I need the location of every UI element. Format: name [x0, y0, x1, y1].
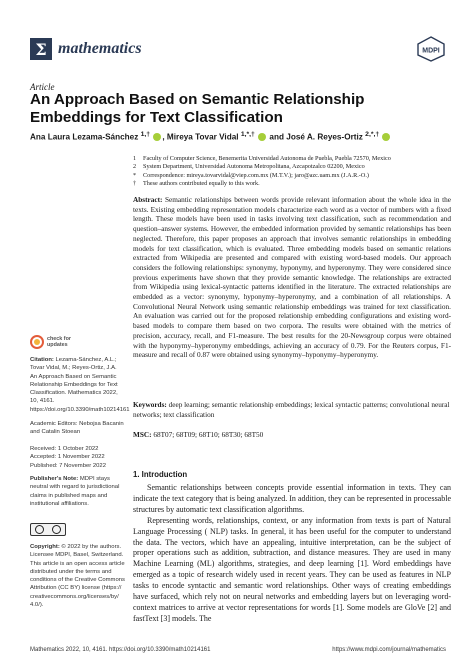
orcid-icon[interactable] [258, 133, 266, 141]
check-for-updates-button[interactable]: check for updates [30, 333, 90, 351]
copyright-block: Copyright: © 2022 by the authors. Licensee MDPI, Basel, Switzerland. This article is an open access article distributed under the terms and conditions of the Creative Commons Attribution (CC BY) license (https:// creativecommons.org/licenses/by/ 4.0/). [30, 544, 125, 609]
correspondence-item[interactable]: * Correspondence: mireya.tovarvidal@viep.com.mx (M.T.V.); jaro@azc.uam.mx (J.A.R.-O.) [133, 171, 369, 179]
author-name[interactable]: Mireya Tovar Vidal [166, 132, 239, 142]
dates-block [30, 445, 125, 470]
citation-block: Citation: Lezama-Sánchez, A.L.; Tovar Vidal, M.; Reyes-Ortiz, J.A. An Approach Based on Semantic Relationship Embeddings for Text Classification. Mathematics 2022, 10, 4161. https://doi.org/10.3390/math10214161 [30, 357, 130, 413]
author-name[interactable]: José A. Reyes-Ortiz [286, 132, 363, 142]
page-footer [30, 647, 446, 653]
author-sup: 1,*,† [240, 131, 255, 138]
academic-editors: Academic Editors: Nebojsa Bacanin and Catalin Stoean [30, 421, 124, 436]
received-date: Received: 1 October 2022 [30, 446, 99, 452]
author-name[interactable]: Ana Laura Lezama-Sánchez [30, 132, 139, 142]
affiliations [133, 155, 453, 188]
affiliation-item: † These authors contributed equally to this work. [133, 179, 260, 187]
abstract-label: Abstract: [133, 196, 163, 204]
author-list: Ana Laura Lezama-Sánchez $^{1,\dagger}$ , Mireya Tovar Vidal $^{1,*,\dagger}$ and José A. Reyes-Ortiz $^{2,*,\dagger}$ [30, 131, 391, 142]
footer-journal-url[interactable]: https://www.mdpi.com/journal/mathematics [332, 647, 446, 653]
keywords-label: Keywords: [133, 401, 167, 409]
article-title: An Approach Based on Semantic Relationship Embeddings for Text Classification [30, 91, 365, 126]
author-and: and [269, 132, 284, 142]
publisher-note: Publisher's Note: MDPI stays neutral with regard to jurisdictional claims in published maps and institutional affiliations. [30, 476, 120, 507]
accepted-date: Accepted: 1 November 2022 [30, 454, 105, 461]
msc-text: 68T07; 68T09; 68T10; 68T30; 68T50 [153, 431, 264, 439]
body-text [133, 483, 451, 625]
footer-citation[interactable]: Mathematics 2022, 10, 4161. https://doi.org/10.3390/math10214161 [30, 647, 211, 653]
journal-logo: Σ [30, 38, 52, 60]
section-heading: 1. Introduction [133, 470, 188, 479]
mdpi-logo-text: MDPI [422, 47, 440, 55]
paragraph: Representing words, relationships, context, or any information from texts is part of Natural Language Processing ( NLP) tasks. In general, it has been useful for the computer to understand the data. The vectors, which have an appealing, intuitive interpretation, can be the subject of proper operations such as addition, subtraction, and distance measures. They are used in many Machine Learning (ML) algorithms, strategies, and deep learning [1]. Word embeddings have emerged as a topic of research widely used in recent years. They can be used as features in NLP tasks to encode syntactic and semantic word relationships. Other ways of creating embeddings have surfaced, which rely not on neural networks and embedding layers but on leveraging word-context matrices to arrive at vector representations for words [1]. Some models are GloVe [2] and fastText [3] models. The [133, 515, 451, 623]
paragraph: Semantic relationships between concepts provide essential information in texts. They can indicate the text category that is being analyzed. In addition, they can be represented in processable structures by automatic text classification algorithms. [133, 483, 451, 514]
affiliation-item: 2 System Department, Universidad Autonoma Metropolitana, Azcapotzalco 02200, Mexico [133, 163, 365, 171]
msc-codes [133, 431, 263, 439]
article-type-label: Article [30, 82, 55, 92]
keywords-text: deep learning; semantic relationship embeddings; lexical syntactic patterns; convolutional neural networks; text classification [133, 401, 450, 419]
cc-by-license-icon[interactable] [30, 523, 66, 536]
abstract-text: Semantic relationships between words provide relevant information about the whole idea in the texts. Existing embedding representation models characterize each word as a vector of numbers with a fixed length. These models have been used in tasks involving text classification, such as recommendation and question–answer systems. However, the embedded information provided by semantic relationships has been neglected. Therefore, this paper proposes an approach that involves semantic relationships in embedding models for text classification, which is evaluated. Three embedding models based on semantic relations extracted from Wikipedia are presented and compared with existing word-based models. Our approach considers the following relationships: synonymy, hyponymy, and hyperonymy. They were considered since previous experiments have shown that they provide semantic knowledge. The relationships are extracted from Wikipedia using lexical-syntactic patterns identified in the literature. The extracted relationships are embedded as a vector: synonymy, hyponymy–hyperonymy, and a combination of all relationships. A Convolutional Neural Network using semantic relationship embeddings was trained for text classification. An evaluation was carried out for the proposed relationship embedding configurations and existing word-based models to compare them based on two corpora. The results were obtained with the metrics of precision, accuracy, recall, and F1-measure. The best results for the 20-Newsgroup corpus were obtained with the hyponymy–hyperonymy embeddings, achieving an accuracy of 0.79. For the Reuters corpus, F1-measure and recall of 0.87 were obtained using synonymy–hyponymy–hyperonymy. [133, 196, 451, 360]
affiliation-item: 1 Faculty of Computer Science, Benemerita Universidad Autonoma de Puebla, Puebla 72570, Mexico [133, 155, 391, 162]
published-date: Published: 7 November 2022 [30, 462, 106, 469]
keywords [133, 401, 451, 420]
msc-label: MSC: [133, 431, 152, 439]
orcid-icon[interactable] [153, 133, 161, 141]
author-sup: 2,*,† [365, 131, 380, 138]
abstract [133, 196, 451, 361]
check-updates-icon [30, 335, 44, 349]
journal-name: mathematics [58, 40, 142, 57]
author-sup: 1,† [140, 131, 151, 138]
orcid-icon[interactable] [382, 133, 390, 141]
mdpi-logo [416, 36, 446, 62]
